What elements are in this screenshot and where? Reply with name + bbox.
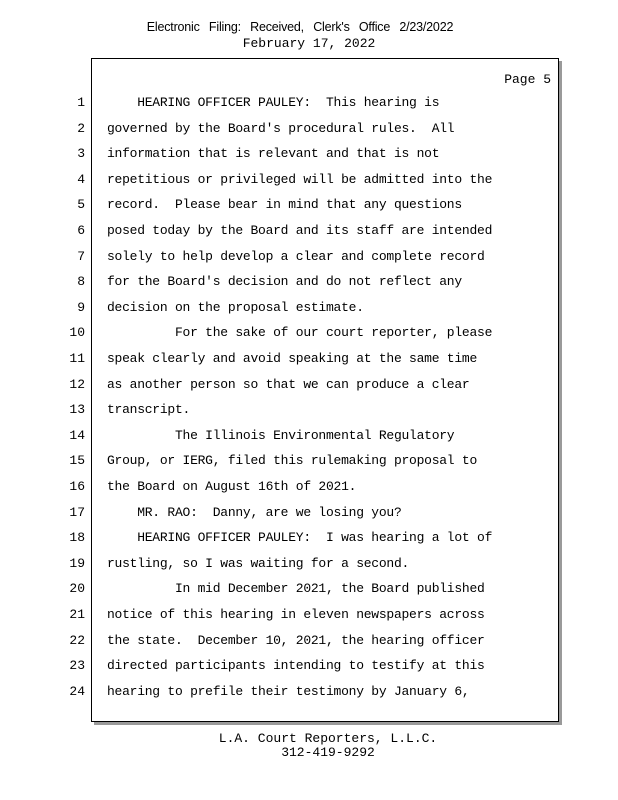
line-number: 17	[69, 505, 85, 520]
line-number: 12	[69, 377, 85, 392]
filing-stamp: Electronic Filing: Received, Clerk's Office 2/23/2022	[146, 20, 454, 34]
line-number: 18	[69, 530, 85, 545]
line-number: 24	[69, 684, 85, 699]
transcript-line: posed today by the Board and its staff are intended	[107, 223, 493, 238]
line-number: 9	[77, 300, 85, 315]
line-number: 13	[69, 402, 85, 417]
line-number: 20	[69, 581, 85, 596]
transcript-line: information that is relevant and that is not	[107, 146, 440, 161]
transcript-date: February 17, 2022	[242, 36, 376, 51]
transcript-line: HEARING OFFICER PAULEY: I was hearing a lot of	[107, 530, 493, 545]
transcript-line: the Board on August 16th of 2021.	[107, 479, 357, 494]
transcript-line: In mid December 2021, the Board published	[107, 581, 485, 596]
transcript-line: repetitious or privileged will be admitted into the	[107, 172, 493, 187]
line-number: 3	[77, 146, 85, 161]
line-number: 10	[69, 325, 85, 340]
transcript-line: HEARING OFFICER PAULEY: This hearing is	[107, 95, 440, 110]
transcript-line: decision on the proposal estimate.	[107, 300, 364, 315]
line-number: 19	[69, 556, 85, 571]
line-number: 4	[77, 172, 85, 187]
transcript-line: notice of this hearing in eleven newspapers across	[107, 607, 485, 622]
page-number: Page 5	[504, 72, 551, 87]
transcript-line: directed participants intending to testify at this	[107, 658, 485, 673]
transcript-line: transcript.	[107, 402, 191, 417]
line-number: 8	[77, 274, 85, 289]
transcript-line: MR. RAO: Danny, are we losing you?	[107, 505, 402, 520]
transcript-line: hearing to prefile their testimony by January 6,	[107, 684, 470, 699]
line-number: 22	[69, 633, 85, 648]
transcript-line: The Illinois Environmental Regulatory	[107, 428, 455, 443]
transcript-line: For the sake of our court reporter, please	[107, 325, 493, 340]
line-number: 2	[77, 121, 85, 136]
line-number: 5	[77, 197, 85, 212]
transcript-line: Group, or IERG, filed this rulemaking proposal to	[107, 453, 478, 468]
line-number: 14	[69, 428, 85, 443]
line-number: 21	[69, 607, 85, 622]
transcript-line: the state. December 10, 2021, the hearing officer	[107, 633, 485, 648]
transcript-line: as another person so that we can produce a clear	[107, 377, 470, 392]
line-number: 1	[77, 95, 85, 110]
line-number: 23	[69, 658, 85, 673]
transcript-line: governed by the Board's procedural rules. All	[107, 121, 455, 136]
line-number: 7	[77, 249, 85, 264]
reporter-company: L.A. Court Reporters, L.L.C.	[218, 731, 438, 746]
transcript-line: rustling, so I was waiting for a second.	[107, 556, 410, 571]
transcript-line: solely to help develop a clear and complete record	[107, 249, 485, 264]
reporter-phone: 312-419-9292	[281, 745, 375, 760]
line-number: 11	[69, 351, 85, 366]
transcript-line: record. Please bear in mind that any questions	[107, 197, 462, 212]
line-number: 15	[69, 453, 85, 468]
transcript-line: speak clearly and avoid speaking at the same time	[107, 351, 478, 366]
line-number: 16	[69, 479, 85, 494]
line-number: 6	[77, 223, 85, 238]
transcript-line: for the Board's decision and do not reflect any	[107, 274, 462, 289]
